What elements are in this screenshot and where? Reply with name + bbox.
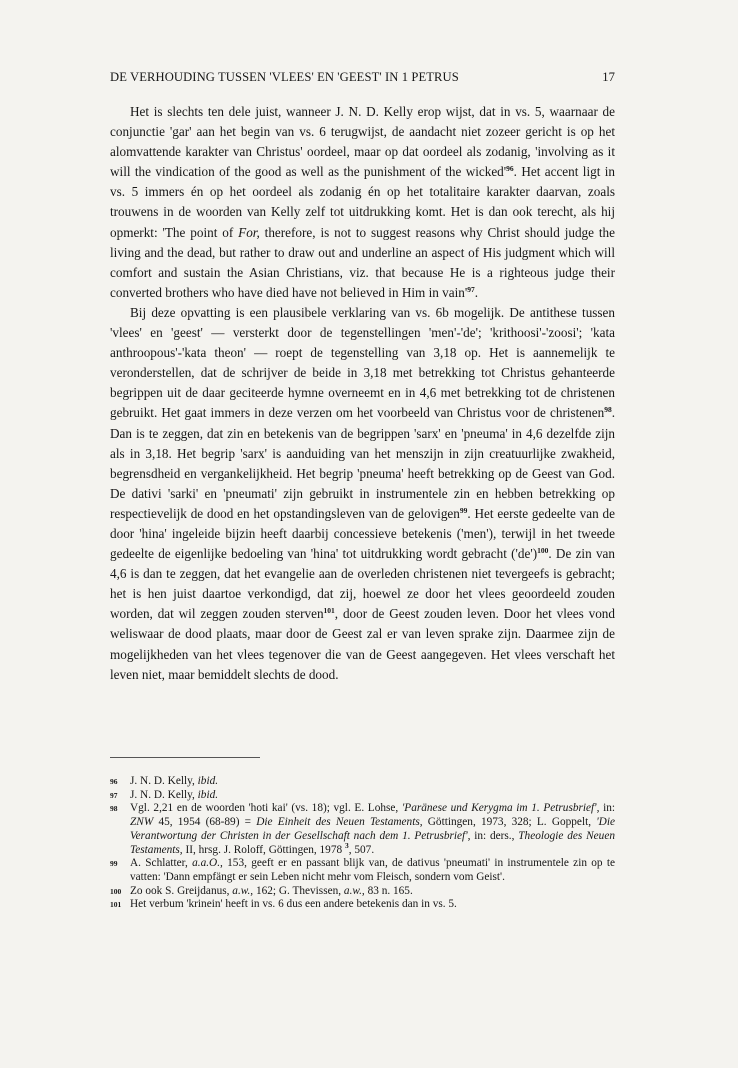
footnote-text-part: II, hrsg. J. Roloff, Göttingen, 1978 [182, 843, 345, 856]
paragraph-text: therefore, is not to suggest reasons why Christ should judge the living and the dead, but rather to draw out and underline an aspect of His judgment which will comfort and sustain the Asian Christians, viz. that because He is a righteous judge their converted brothers who have died have not believed in Him in vain' [110, 224, 615, 300]
footnote-101 [110, 898, 615, 912]
footnote-text-part: J. N. D. Kelly, [130, 775, 198, 787]
footnote-italic: a.w., [232, 884, 254, 897]
footnote-text [130, 898, 457, 910]
footnote-96 [110, 775, 615, 789]
footnote-99 [110, 857, 615, 884]
paragraph-text: . De zin van 4,6 is dan te zeggen, dat het evangelie aan de overleden christenen niet tevergeefs is gebracht; het is hen juist daartoe verkondigd, dat zij, hoewel ze door het vlees geoordeeld zouden worden, dat wil zeggen zouden sterven [110, 546, 615, 622]
footnote-italic: a.w., [343, 884, 365, 897]
footnote-italic: Theologie des Neuen Testaments, [130, 829, 615, 856]
footnote-text-part: 162; G. Thevissen, [253, 884, 344, 897]
footnote-text [130, 775, 218, 787]
paragraph-text: . [474, 284, 479, 300]
footnote-number: 99 [110, 859, 118, 869]
footnote-italic: Die Einheit des Neuen Testaments, [256, 816, 423, 829]
footnote-text [130, 857, 615, 883]
paragraph-text: Het is slechts ten dele juist, wanneer J. N. D. Kelly erop wijst, dat in vs. 5, waarnaar de conjunctie 'gar' aan het begin van vs. 6 terugwijst, de aandacht niet zozeer gericht is op het alomvattende karakter van Christus' oordeel, maar op dat oordeel als zodanig, 'involving as it will the vindication of the good as well as the punishment of the wicked' [110, 104, 615, 180]
footnote-text-part: A. Schlatter, [130, 857, 193, 870]
footnote-text [130, 802, 615, 855]
footnote-italic: ZNW [130, 816, 154, 829]
footnote-number: 98 [110, 804, 118, 814]
footnote-ref: 99 [459, 505, 468, 515]
emphasis: For, [238, 224, 260, 240]
footnote-98 [110, 802, 615, 857]
footnote-text [130, 885, 413, 897]
footnote-italic: a.a.O., [192, 857, 223, 870]
footnote-ref: 100 [537, 546, 549, 556]
footnote-text [130, 789, 218, 801]
paragraph-text: Bij deze opvatting is een plausibele verklaring van vs. 6b mogelijk. De antithese tussen 'vlees' en 'geest' — versterkt door de tegenstellingen 'men'-'de'; 'krithoosi'-'zoosi'; 'kata anthroopous'-'kata theon' — roept de tegenstelling van 3,18 op. Het is aannemelijk te veronderstellen, dat de schrijver de beide in 3,18 met betrekking tot Christus gehanteerde begrippen uit de daar geciteerde hymne overneemt en in 4,6 met betrekking tot de christenen gebruikt. Het gaat immers in deze verzen om het voorbeeld van Christus voor de christenen [110, 304, 615, 421]
footnote-text-part: in: ders., [470, 829, 519, 842]
footnote-text-part: in: [599, 802, 616, 815]
footnote-italic: ibid. [197, 788, 219, 801]
paragraph-text: . Het accent ligt in vs. 5 immers én op het oordeel als zodanig én op het totalitaire karakter daarvan, zoals trouwens in de woorden van Kelly zelf tot uitdrukking komt. Het is dan ook terecht, als hij opmerkt: 'The point of [110, 164, 615, 240]
footnote-number: 97 [110, 790, 118, 800]
footnote-text-part: 83 n. 165. [364, 884, 413, 897]
footnote-ref: 96 [506, 164, 514, 174]
footnote-text-part: 45, 1954 (68-89) = [153, 816, 257, 829]
footnote-number: 100 [110, 886, 122, 896]
footnote-italic: 'Die Verantwortung der Christen in der Gesellschaft nach dem 1. Petrusbrief', [130, 816, 615, 842]
paragraph-text: . Dan is te zeggen, dat zin en betekenis van de begrippen 'sarx' en 'pneuma' in 4,6 dezelfde zijn als in 3,18. Het begrip 'sarx' is aanduiding van het menszijn in zijn creatuurlijke zwakheid, begrensdheid en vergankelijkheid. Het begrip 'pneuma' heeft betrekking op de Geest van God. De dativi 'sarki' en 'pneumati' zijn gebruikt in instrumentele zin en hebben betrekking op respectievelijk de dood en het opstandingsleven van de gelovigen [110, 405, 615, 521]
footnote-italic: ibid. [197, 775, 219, 787]
footnote-text-part: 153, geeft er en passant blijk van, de dativus 'pneumati' in instrumentele zin op te vatten: 'Dann empfängt er sein Leben nicht mehr vom Fleisch, sondern vom Geist'. [130, 857, 616, 883]
footnote-text-part: , 507. [348, 843, 375, 856]
footnote-text-part: Het verbum 'krinein' heeft in vs. 6 dus een andere betekenis dan in vs. 5. [130, 898, 457, 911]
footnote-number: 101 [110, 900, 122, 910]
footnote-97 [110, 789, 615, 803]
footnote-text-part: J. N. D. Kelly, [130, 788, 198, 801]
running-header [110, 70, 615, 85]
footnote-italic: 'Paränese und Kerygma im 1. Petrusbrief', [401, 802, 600, 815]
paragraph-text: , door de Geest zouden leven. Door het vlees vond weliswaar de dood plaats, maar door de Geest zal er van leven sprake zijn. Daarmee zijn de mogelijkheden van het vlees tegenover die van de Geest aangegeven. Het vlees verschaft het leven niet, maar bemiddelt slechts de dood. [110, 606, 615, 682]
footnotes [110, 775, 615, 912]
body-text [110, 102, 615, 685]
footnote-text-part: Vgl. 2,21 en de woorden 'hoti kai' (vs. 18); vgl. E. Lohse, [130, 802, 402, 815]
footnote-ref: 97 [467, 284, 475, 294]
footnote-text-part: Zo ook S. Greijdanus, [130, 884, 233, 897]
footnote-100 [110, 885, 615, 899]
footnote-number: 96 [110, 777, 118, 786]
page-number: 17 [602, 70, 615, 84]
footnote-ref: 98 [604, 405, 612, 415]
paragraph-text: . Het eerste gedeelte van de door 'hina' ingeleide bijzin heeft daarbij concessieve betekenis ('men'), terwijl in het tweede gedeelte de eigenlijke bedoeling van 'hina' tot uitdrukking wordt gebracht ('de') [110, 505, 615, 562]
paragraph [110, 102, 615, 303]
footnote-text-part: Göttingen, 1973, 328; L. Goppelt, [422, 816, 597, 829]
paragraph [110, 303, 615, 685]
header-title: DE VERHOUDING TUSSEN 'VLEES' EN 'GEEST' IN 1 PETRUS [110, 70, 459, 84]
footnote-ref: 101 [323, 606, 335, 616]
footnote-divider [110, 757, 260, 758]
edition-superscript: 3 [344, 840, 349, 850]
